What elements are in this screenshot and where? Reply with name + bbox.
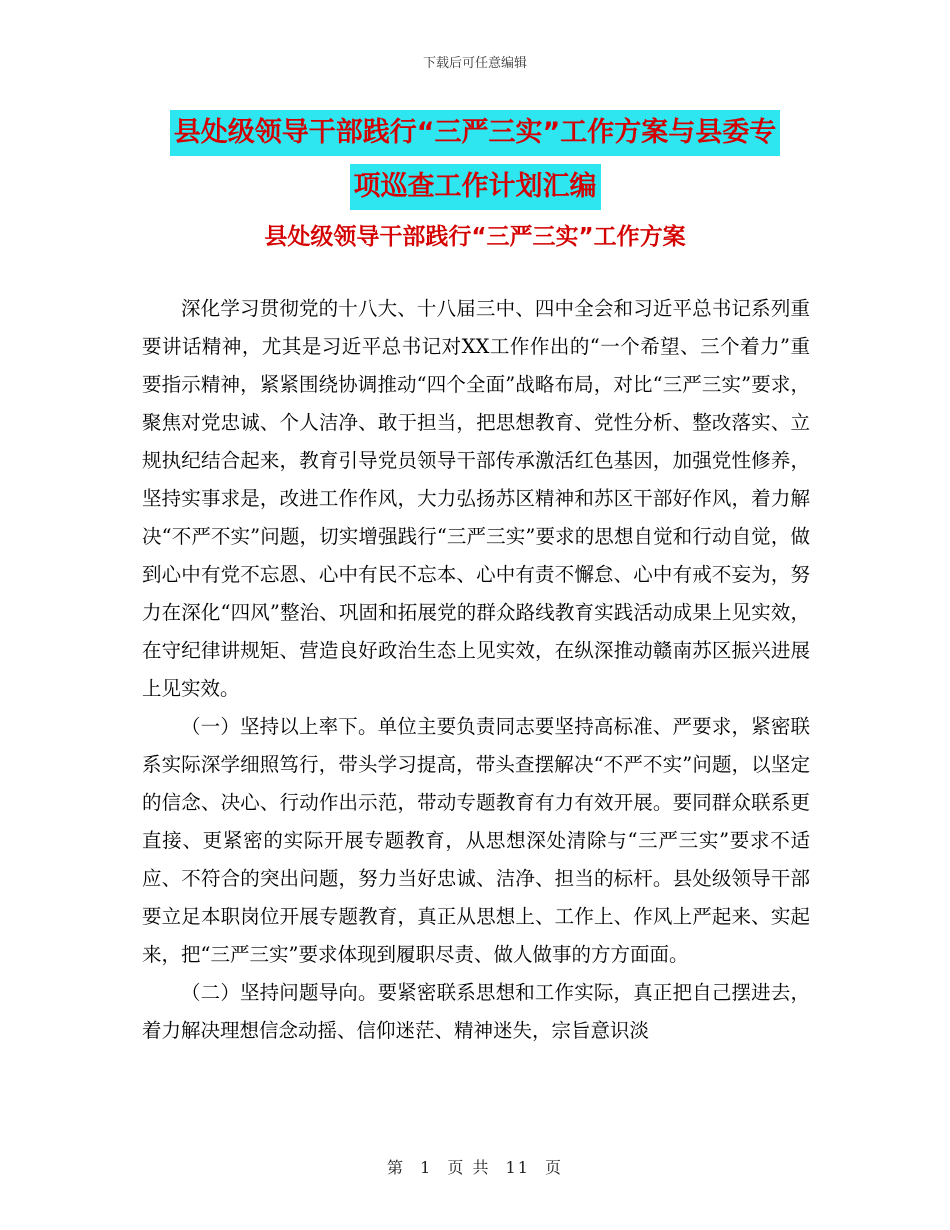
document-title <box>0 110 950 218</box>
title-line-1: 县处级领导干部践行“三严三实”工作方案与县委专 <box>170 110 781 156</box>
title-line-2: 项巡查工作计划汇编 <box>350 164 601 210</box>
paragraph: 深化学习贯彻党的十八大、十八届三中、四中全会和习近平总书记系列重要讲话精神，尤其是习近平总书记对XX工作作出的“一个希望、三个着力”重要指示精神，紧紧围绕协调推动“四个全面”战略布局，对比“三严三实”要求，聚焦对党忠诚、个人洁净、敢于担当，把思想教育、党性分析、整改落实、立规执纪结合起来，教育引导党员领导干部传承激活红色基因，加强党性修养，坚持实事求是，改进工作作风，大力弘扬苏区精神和苏区干部好作风，着力解决“不严不实”问题，切实增强践行“三严三实”要求的思想自觉和行动自觉，做到心中有党不忘恩、心中有民不忘本、心中有责不懈怠、心中有戒不妄为，努力在深化“四风”整治、巩固和拓展党的群众路线教育实践活动成果上见实效，在守纪律讲规矩、营造良好政治生态上见实效，在纵深推动赣南苏区振兴进展上见实效。 <box>142 297 810 700</box>
page-number: 1 <box>420 1158 433 1177</box>
paragraph: （一）坚持以上率下。单位主要负责同志要坚持高标准、严要求，紧密联系实际深学细照笃行，带头学习提高，带头查摆解决“不严不实”问题，以坚定的信念、决心、行动作出示范，带动专题教育有力有效开展。要同群众联系更直接、更紧密的实际开展专题教育，从思想深处清除与“三严三实”要求不适应、不符合的突出问题，努力当好忠诚、洁净、担当的标杆。县处级领导干部要立足本职岗位开展专题教育，真正从思想上、工作上、作风上严起来、实起来，把“三严三实”要求体现到履职尽责、做人做事的方方面面。 <box>142 715 810 966</box>
page-total: 11 <box>505 1158 530 1177</box>
section-heading: 县处级领导干部践行“三严三实”工作方案 <box>264 224 686 250</box>
page-header: 下载后可任意编辑 <box>422 56 527 71</box>
footer-prefix: 第 <box>386 1158 405 1177</box>
paragraph: （二）坚持问题导向。要紧密联系思想和工作实际，真正把自己摆进去，着力解决理想信念动摇、信仰迷茫、精神迷失，宗旨意识淡 <box>142 981 810 1042</box>
footer-suffix: 页 <box>545 1158 564 1177</box>
footer-middle: 页 共 <box>447 1158 491 1177</box>
page-footer <box>0 1155 950 1178</box>
document-body <box>142 290 810 1050</box>
